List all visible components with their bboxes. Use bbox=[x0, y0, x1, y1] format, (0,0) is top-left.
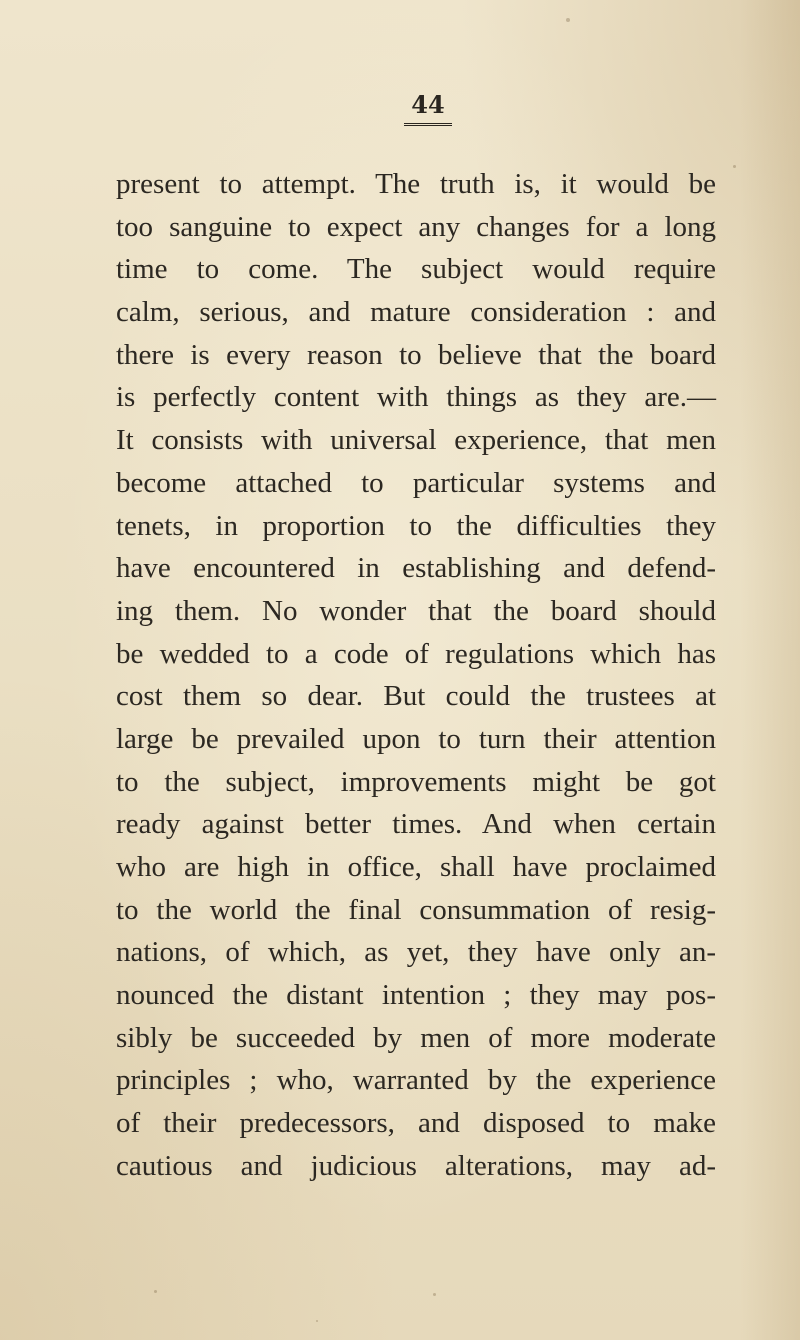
text-line: nations, of which, as yet, they have only an- bbox=[116, 936, 716, 969]
page-edge-shadow bbox=[740, 0, 800, 1340]
text-line: be wedded to a code of regulations which has bbox=[116, 637, 716, 670]
text-line: nounced the distant intention ; they may pos- bbox=[116, 979, 716, 1012]
text-line: principles ; who, warranted by the experience bbox=[116, 1064, 716, 1097]
text-line: have encountered in establishing and defend- bbox=[116, 552, 716, 585]
text-line: tenets, in proportion to the difficulties they bbox=[116, 509, 716, 542]
text-line: calm, serious, and mature consideration : and bbox=[116, 296, 716, 329]
text-line: of their predecessors, and disposed to make bbox=[116, 1107, 716, 1140]
paper-speck bbox=[733, 165, 736, 168]
text-line: to the world the final consummation of resig- bbox=[116, 893, 716, 926]
body-text bbox=[116, 163, 716, 1188]
text-line: It consists with universal experience, that men bbox=[116, 424, 716, 457]
text-line: present to attempt. The truth is, it would be bbox=[116, 168, 716, 200]
text-line: time to come. The subject would require bbox=[116, 253, 716, 286]
text-line: become attached to particular systems and bbox=[116, 466, 716, 499]
paper-speck bbox=[316, 1320, 318, 1322]
text-line: too sanguine to expect any changes for a long bbox=[116, 210, 716, 243]
text-line: cautious and judicious alterations, may ad- bbox=[116, 1149, 716, 1182]
text-line: there is every reason to believe that the board bbox=[116, 338, 716, 371]
page-number-rule bbox=[404, 123, 452, 126]
text-line: who are high in office, shall have proclaimed bbox=[116, 851, 716, 883]
page-number: 44 bbox=[411, 90, 445, 119]
paper-speck bbox=[566, 18, 570, 22]
text-line: to the subject, improvements might be got bbox=[116, 765, 716, 798]
paper-speck bbox=[154, 1290, 157, 1293]
text-line: sibly be succeeded by men of more moderate bbox=[116, 1021, 716, 1054]
text-line: ready against better times. And when certain bbox=[116, 808, 716, 841]
text-line: large be prevailed upon to turn their attention bbox=[116, 722, 716, 755]
paper-speck bbox=[433, 1293, 436, 1296]
text-line: cost them so dear. But could the trustees at bbox=[116, 680, 716, 713]
text-line: is perfectly content with things as they are.— bbox=[116, 381, 716, 414]
text-line: ing them. No wonder that the board should bbox=[116, 594, 716, 627]
